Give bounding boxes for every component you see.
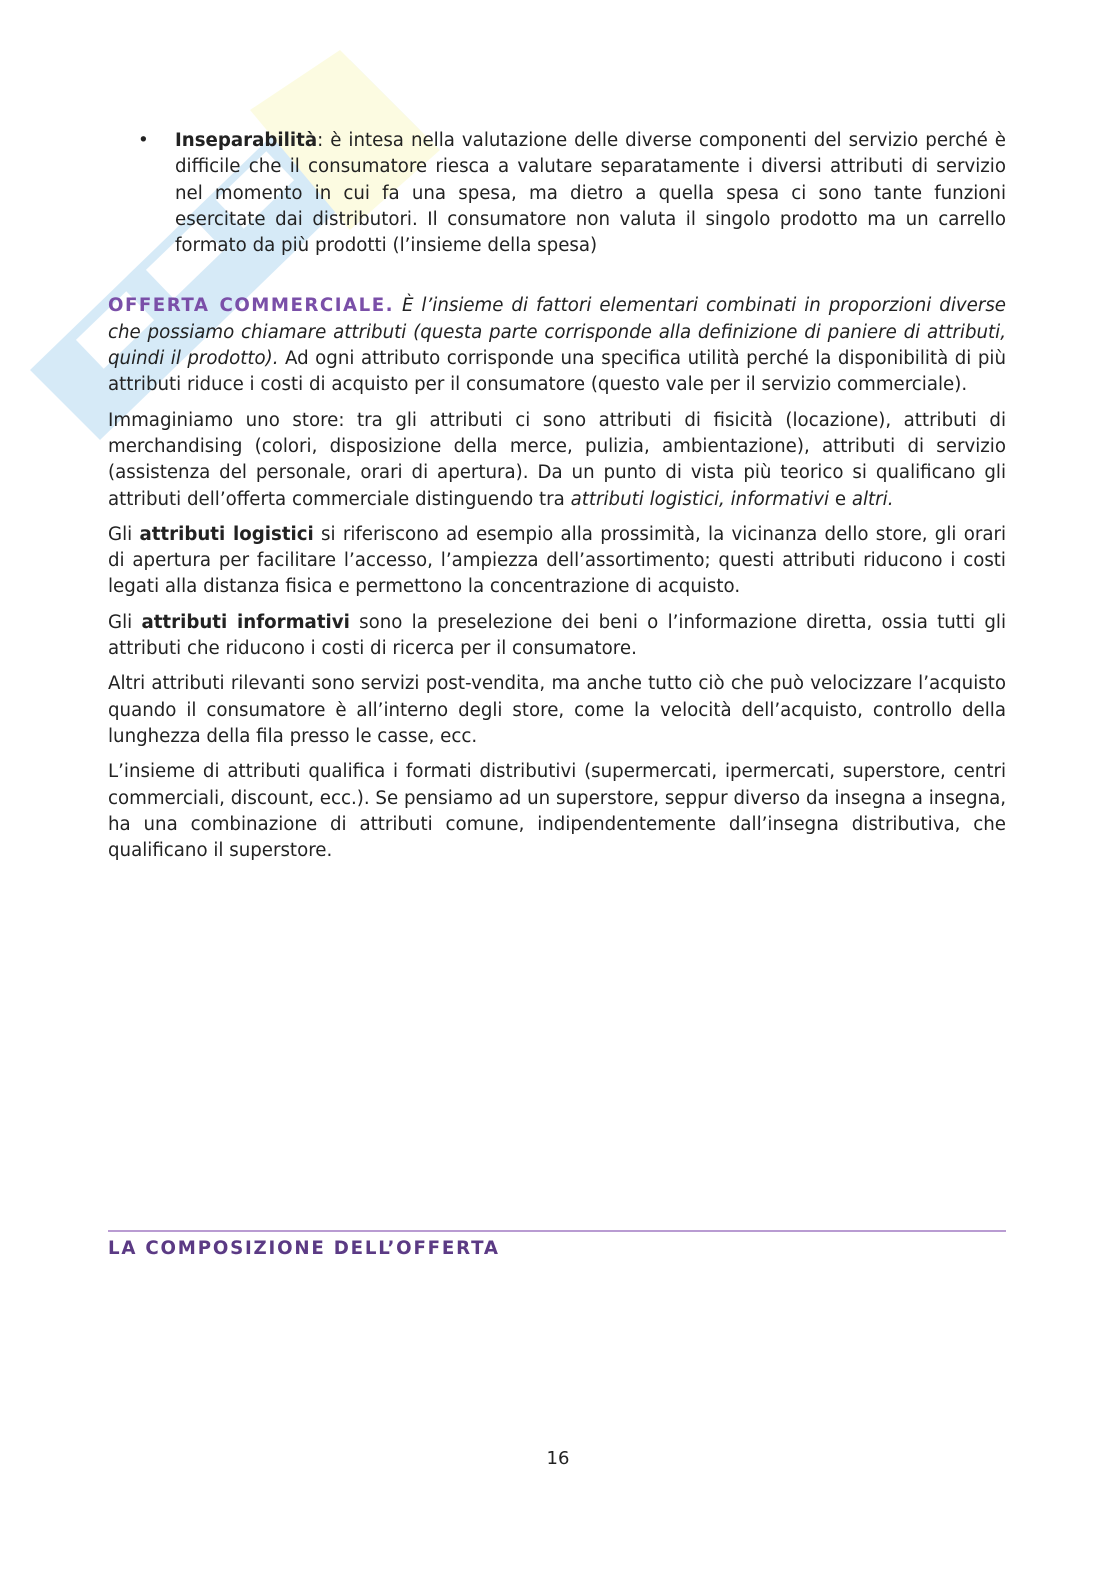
store-italic-2: altri.: [851, 488, 894, 510]
document-body: [108, 128, 1006, 873]
paragraph-store: [108, 408, 1006, 513]
offerta-text: Ad ogni attributo corrisponde una specifica utilità perché la disponibilità di più attributi riduce i costi di acquisto per il consumatore (questo vale per il servizio commerciale).: [108, 348, 1006, 396]
store-text: Immaginiamo uno store: tra gli attributi ci sono attributi di fisicità (locazione), attributi di merchandising (colori, disposizione della merce, pulizia, ambientazione), attributi di servizio (assistenza del personale, orari di apertura). Da un punto di vista più teorico si qualificano gli attributi dell’offerta commerciale distinguendo tra: [108, 409, 1006, 510]
store-italic-1: attributi logistici, informativi: [570, 488, 830, 510]
logistici-text: si riferiscono ad esempio alla prossimità, la vicinanza dello store, gli orari di apertura per facilitare l’accesso, l’ampiezza dell’assortimento; questi attributi riducono i costi legati alla distanza fisica e permettono la concentrazione di acquisto.: [108, 523, 1007, 598]
bullet-marker: •: [138, 130, 149, 151]
informativi-bold: attributi informativi: [141, 611, 350, 633]
offerta-italic: È l’insieme di fattori elementari combinati in proporzioni diverse che possiamo chiamare attributi (questa parte corrisponde alla definizione di paniere di attributi, quindi il prodotto).: [108, 295, 1006, 370]
paragraph-attributi-informativi: [108, 610, 1006, 663]
store-conj: e: [829, 488, 852, 510]
paragraph-offerta-commerciale: [108, 293, 1006, 398]
offerta-heading: OFFERTA COMMERCIALE: [108, 295, 386, 317]
section-title-composizione: LA COMPOSIZIONE DELL’OFFERTA: [108, 1230, 1006, 1259]
paragraph-altri-attributi: [108, 671, 1006, 750]
bullet-term: Inseparabilità: [175, 130, 318, 151]
offerta-heading-dot: .: [385, 295, 395, 317]
bullet-inseparabilita: [108, 128, 1006, 259]
paragraph-insieme-attributi: [108, 759, 1006, 864]
bullet-text: : è intesa nella valutazione delle diverse componenti del servizio perché è difficile che il consumatore riesca a valutare separatamente i diversi attributi di servizio nel momento in cui fa una spesa, ma dietro a quella spesa ci sono tante funzioni esercitate dai distributori. Il consumatore non valuta il singolo prodotto ma un carrello formato da più prodotti (l’insieme della spesa): [175, 130, 1006, 257]
informativi-prefix: Gli: [108, 611, 142, 633]
logistici-prefix: Gli: [108, 523, 140, 545]
page-number: 16: [546, 1448, 570, 1469]
logistici-bold: attributi logistici: [139, 523, 314, 545]
altri-text: Altri attributi rilevanti sono servizi post-vendita, ma anche tutto ciò che può velocizzare l’acquisto quando il consumatore è all’interno degli store, come la velocità dell’acquisto, controllo della lunghezza della fila presso le casse, ecc.: [108, 673, 1006, 747]
informativi-text: sono la preselezione dei beni o l’informazione diretta, ossia tutti gli attributi che riducono i costi di ricerca per il consumatore.: [108, 611, 1006, 660]
insieme-text: L’insieme di attributi qualifica i formati distributivi (supermercati, ipermercati, superstore, centri commerciali, discount, ecc.). Se pensiamo ad un superstore, seppur diverso da insegna a insegna, ha una combinazione di attributi comune, indipendentemente dall’insegna distributiva, che qualificano il superstore.: [108, 761, 1006, 862]
paragraph-attributi-logistici: [108, 522, 1006, 601]
